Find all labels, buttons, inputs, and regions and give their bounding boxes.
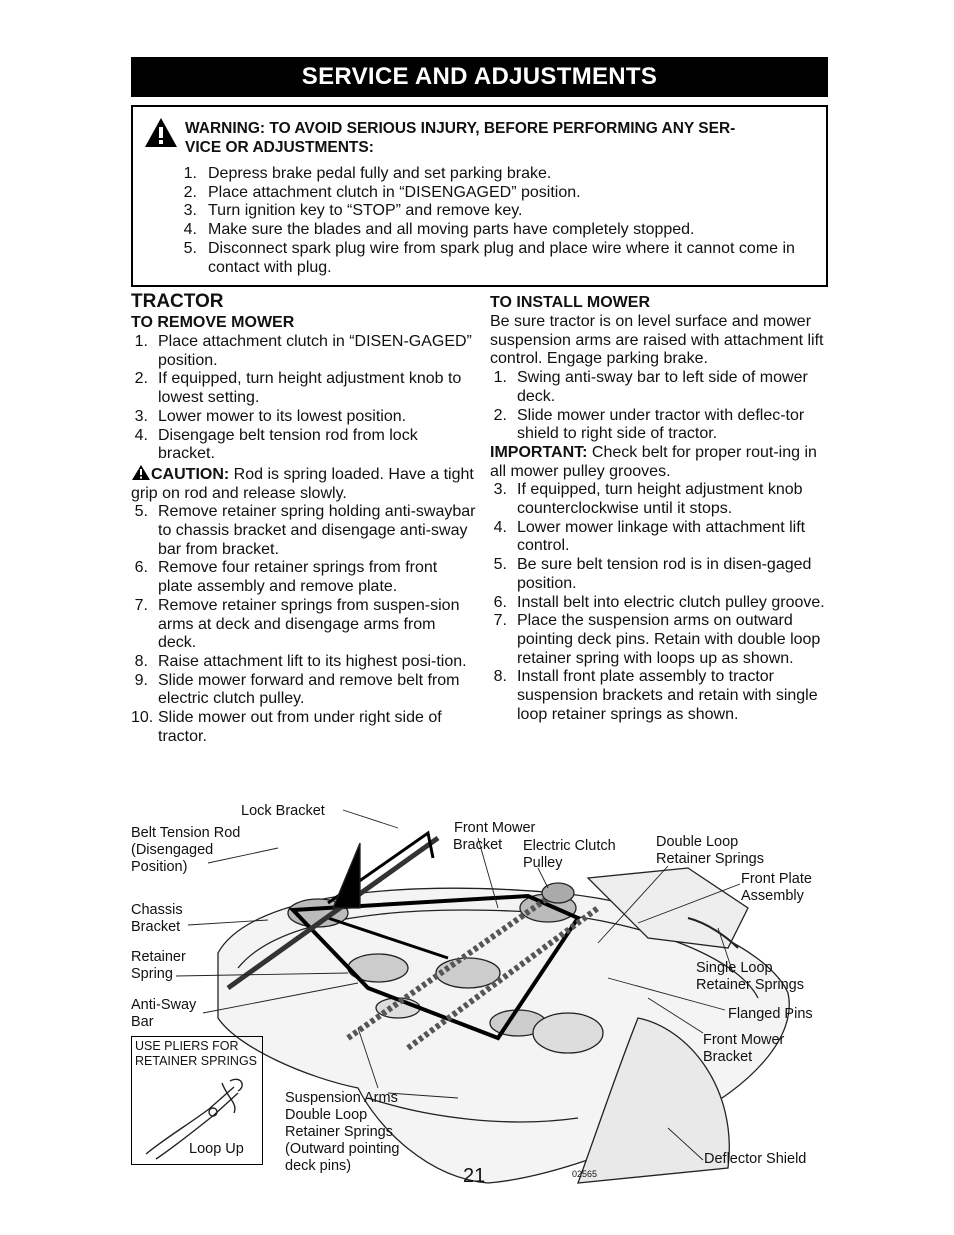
important-note: IMPORTANT: Check belt for proper rout-ing in all mower pulley grooves. [490, 443, 817, 480]
step-text: Remove four retainer springs from front plate assembly and remove plate. [158, 559, 438, 596]
warning-box [131, 105, 828, 287]
step-number: 1. [134, 333, 148, 350]
label-belt-tension-rod: Belt Tension Rod (Disengaged Position) [131, 825, 241, 875]
step-number: 1. [183, 165, 197, 182]
step-number: 4. [134, 426, 148, 444]
section-header [131, 57, 828, 97]
list-item [131, 672, 476, 709]
label-front-mower-bracket: Front Mower Bracket [703, 1032, 785, 1065]
list-item [131, 370, 476, 407]
step-number: 3. [134, 407, 148, 425]
step-number: 7. [493, 612, 507, 630]
pliers-title: USE PLIERS FOR RETAINER SPRINGS [135, 1039, 258, 1068]
step-number: 7. [134, 596, 148, 614]
list-item [177, 184, 817, 203]
label-deflector-shield: Deflector Shield [704, 1151, 807, 1167]
section-title: SERVICE AND ADJUSTMENTS [301, 63, 658, 90]
loop-up-label: Loop Up [189, 1141, 244, 1157]
step-text: Install belt into electric clutch pulley groove. [517, 593, 825, 611]
step-number: 9. [134, 671, 148, 689]
pliers-inset [131, 1036, 263, 1165]
list-item [490, 481, 830, 518]
step-text: Remove retainer spring holding anti-swaybar to chassis bracket and disengage anti-sway bar from bracket. [158, 503, 476, 558]
list-item [131, 709, 476, 746]
list-item [490, 594, 830, 613]
label-lock-bracket: Lock Bracket [241, 803, 325, 819]
remove-mower-title: TO REMOVE MOWER [131, 314, 295, 331]
step-text: Depress brake pedal fully and set parking brake. [208, 165, 552, 182]
step-text: Make sure the blades and all moving parts have completely stopped. [208, 221, 695, 239]
step-text: Turn ignition key to “STOP” and remove key. [208, 202, 523, 220]
tractor-section [131, 291, 476, 746]
list-item [131, 597, 476, 653]
step-number: 5. [183, 239, 197, 257]
tractor-title: TRACTOR [131, 291, 224, 312]
step-text: Slide mower under tractor with deflec-tor shield to right side of tractor. [517, 406, 805, 443]
list-item [177, 240, 817, 277]
label-front-mower: Front Mower [454, 820, 536, 836]
warning-triangle-icon [131, 464, 151, 481]
step-text: Slide mower out from under right side of tractor. [158, 709, 442, 745]
step-number: 4. [183, 221, 197, 239]
step-number: 6. [134, 559, 148, 577]
step-number: 10. [131, 709, 154, 727]
step-number: 4. [493, 518, 507, 536]
step-number: 3. [493, 481, 507, 499]
list-item [131, 503, 476, 559]
step-number: 1. [493, 369, 507, 387]
list-item [177, 165, 817, 184]
step-text: Place attachment clutch in “DISENGAGED” position. [208, 183, 581, 201]
list-item [490, 556, 830, 593]
step-text: Slide mower forward and remove belt from electric clutch pulley. [158, 671, 460, 708]
step-number: 8. [493, 668, 507, 686]
list-item [490, 519, 830, 556]
step-text: Place the suspension arms on outward pointing deck pins. Retain with double loop retainer spring with loops up as shown. [517, 612, 821, 667]
step-text: Place attachment clutch in “DISEN-GAGED” position. [158, 333, 472, 369]
list-item [490, 612, 830, 668]
step-number: 8. [134, 652, 148, 670]
install-section [490, 293, 830, 724]
step-text: Remove retainer springs from suspen-sion arms at deck and disengage arms from deck. [158, 596, 460, 652]
label-anti-sway-bar: Anti-Sway Bar [131, 997, 197, 1030]
step-text: Disengage belt tension rod from lock bracket. [158, 426, 418, 463]
step-text: Lower mower linkage with attachment lift control. [517, 518, 806, 555]
step-number: 2. [493, 406, 507, 424]
label-front-mower-bracket-top: Bracket [453, 837, 503, 853]
list-item [131, 427, 476, 464]
label-single-loop: Single Loop Retainer Springs [696, 960, 804, 993]
install-mower-title: TO INSTALL MOWER [490, 294, 650, 311]
step-number: 3. [183, 202, 197, 220]
warning-title: WARNING: TO AVOID SERIOUS INJURY, BEFORE PERFORMING ANY SER- VICE OR ADJUSTMENTS: [185, 120, 736, 156]
step-text: If equipped, turn height adjustment knob counterclockwise until it stops. [517, 481, 803, 518]
list-item [131, 559, 476, 596]
list-item [177, 202, 817, 221]
warning-steps [177, 165, 817, 277]
list-item [490, 668, 830, 724]
label-front-plate: Front Plate Assembly [741, 871, 812, 904]
step-number: 6. [493, 593, 507, 611]
label-chassis-bracket: Chassis Bracket [131, 902, 183, 935]
label-double-loop: Double Loop Retainer Springs [656, 834, 764, 867]
list-item [131, 333, 476, 370]
step-number: 2. [134, 370, 148, 388]
install-intro: Be sure tractor is on level surface and mower suspension arms are raised with attachment lift control. Engage parking brake. [490, 313, 824, 368]
step-text: Swing anti-sway bar to left side of mower deck. [517, 369, 808, 405]
caution-note: CAUTION: Rod is spring loaded. Have a tight grip on rod and release slowly. [131, 465, 474, 502]
step-text: Lower mower to its lowest position. [158, 407, 407, 425]
remove-steps-b [131, 503, 476, 746]
warning-triangle-icon [143, 116, 179, 150]
step-number: 2. [183, 183, 197, 201]
step-text: Be sure belt tension rod is in disen-gaged position. [517, 556, 812, 592]
remove-steps-a [131, 333, 476, 464]
step-text: Raise attachment lift to its highest posi-tion. [158, 652, 467, 670]
label-retainer-spring: Retainer Spring [131, 949, 186, 982]
list-item [177, 221, 817, 240]
label-electric-clutch: Electric Clutch Pulley [523, 838, 616, 871]
install-steps-a [490, 369, 830, 444]
list-item [490, 407, 830, 444]
list-item [131, 408, 476, 427]
step-number: 5. [493, 556, 507, 574]
install-steps-b [490, 481, 830, 724]
step-text: Install front plate assembly to tractor suspension brackets and retain with single loop retainer springs as shown. [517, 668, 818, 723]
list-item [490, 369, 830, 406]
figure-code: 02565 [572, 1169, 598, 1179]
step-text: If equipped, turn height adjustment knob to lowest setting. [158, 370, 462, 407]
label-flanged-pins: Flanged Pins [728, 1006, 813, 1022]
step-number: 5. [134, 503, 148, 521]
label-suspension-arms: Suspension Arms Double Loop Retainer Springs (Outward pointing deck pins) [285, 1090, 400, 1174]
step-text: Disconnect spark plug wire from spark plug and place wire where it cannot come in contact with plug. [208, 239, 795, 276]
list-item [131, 653, 476, 672]
page-number: 21 [463, 1165, 486, 1187]
